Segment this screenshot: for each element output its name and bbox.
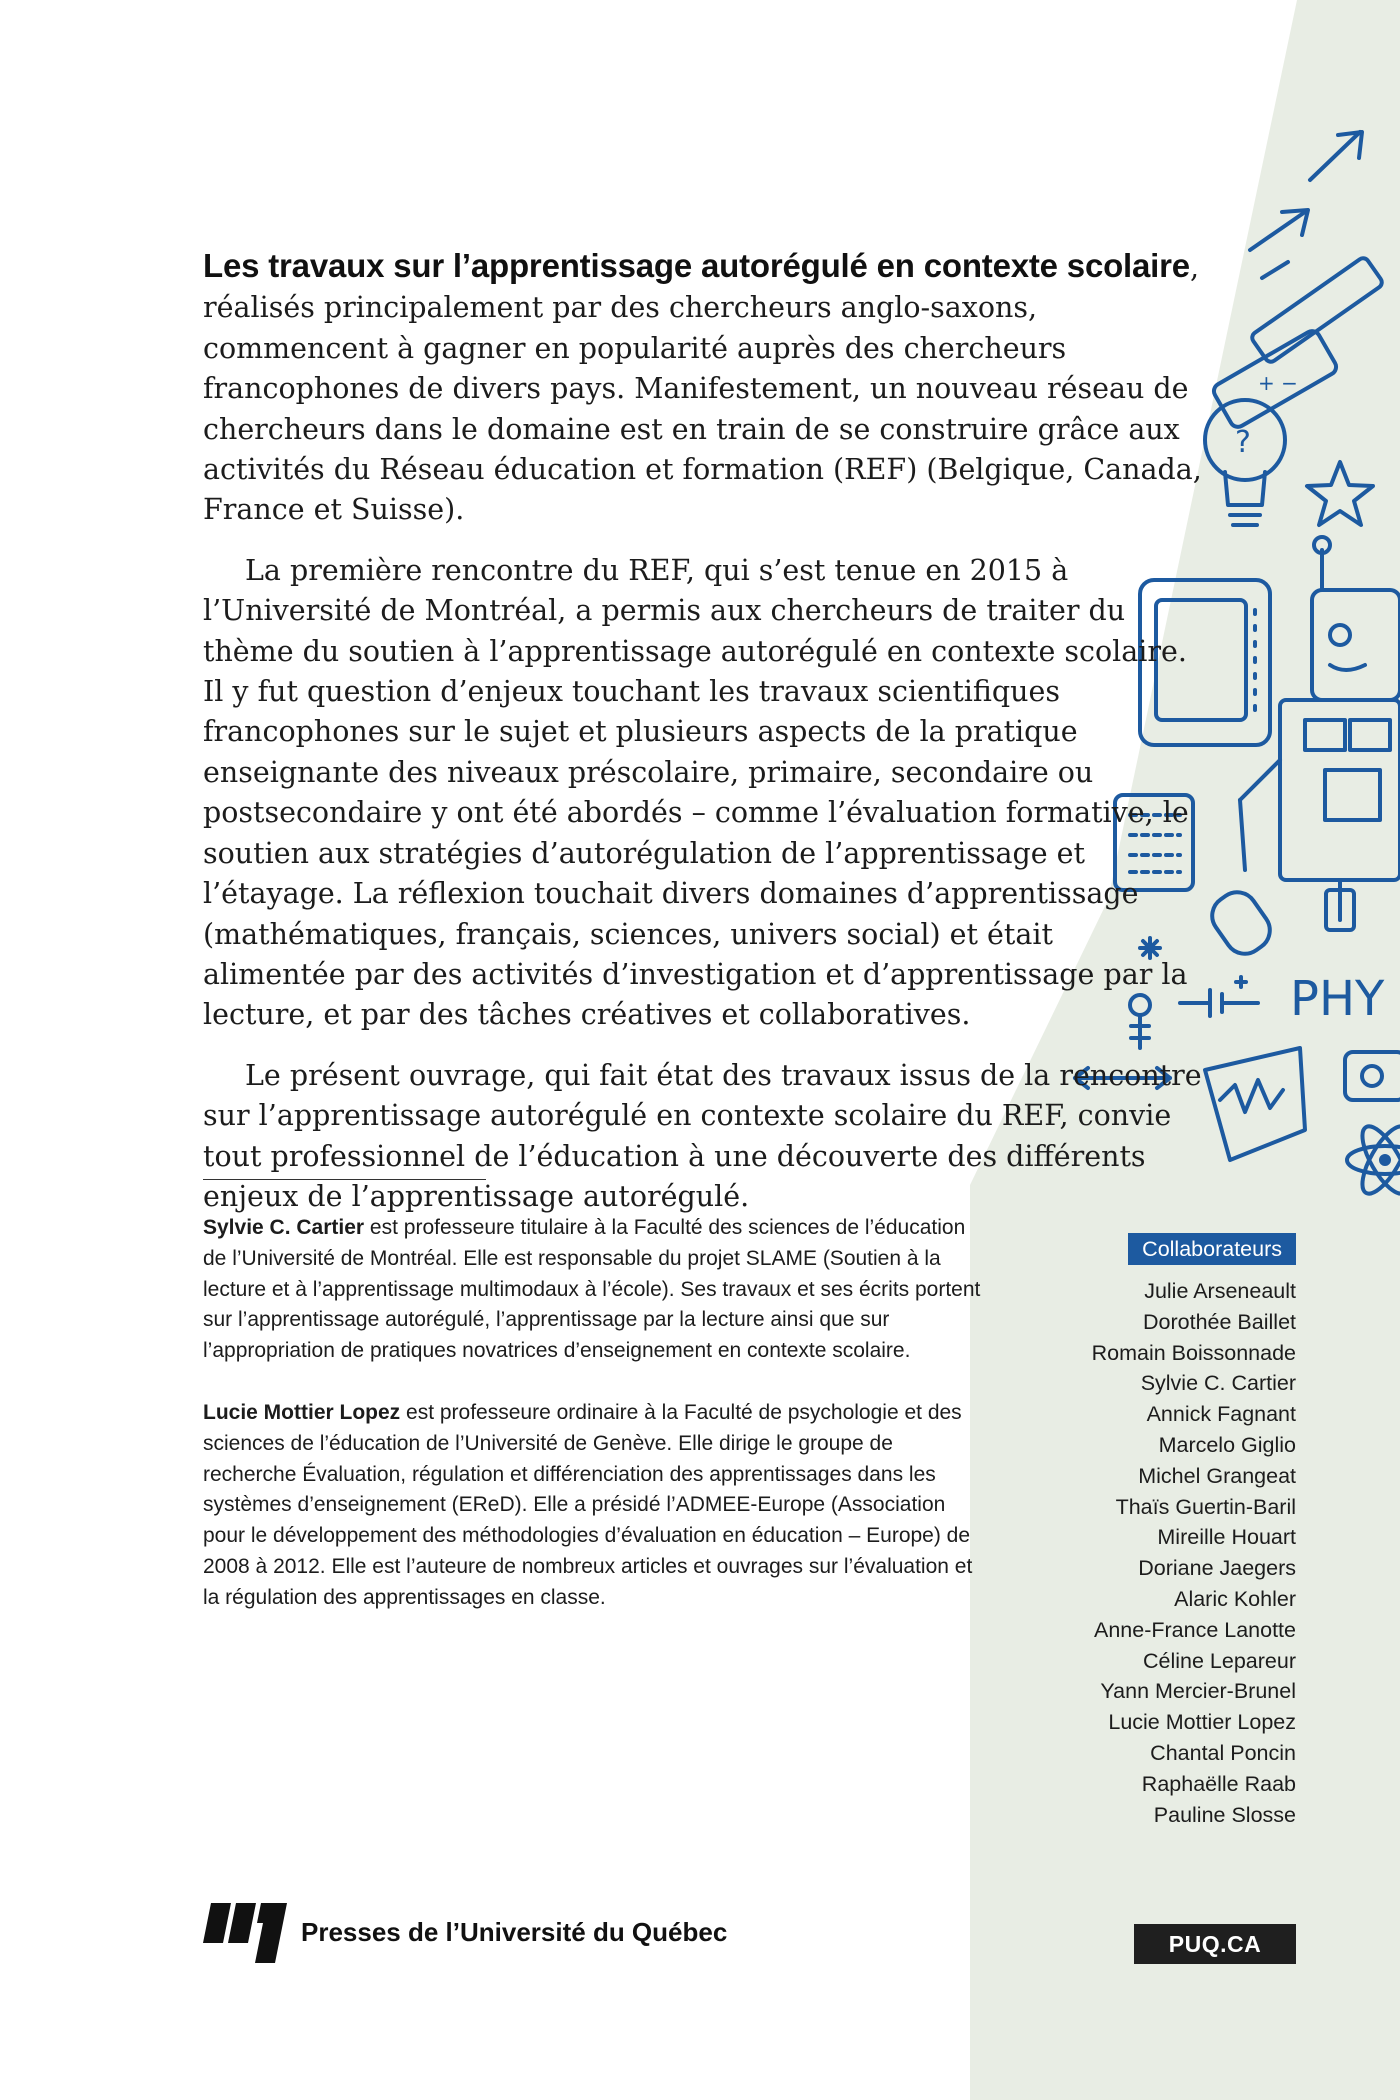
collaborator-name: Thaïs Guertin-Baril xyxy=(1115,1494,1296,1519)
bulb-question-mark: ? xyxy=(1235,425,1251,460)
lead-sentence-bold: Les travaux sur l’apprentissage autorégulé en contexte scolaire xyxy=(203,247,1190,284)
author-bio-mottier-lopez xyxy=(203,1398,983,1614)
collaborator-name: Michel Grangeat xyxy=(1138,1463,1296,1488)
publisher-website-badge: PUQ.CA xyxy=(1134,1924,1296,1964)
publisher-block xyxy=(203,1900,727,1964)
author-bio-text: est professeure ordinaire à la Faculté de psychologie et des sciences de l’éducation de l’Université de Genève. Elle dirige le groupe de recherche Évaluation, régulation et différenciation des apprentissages dans les systèmes d’enseignement (EReD). Elle a présidé l’ADMEE-Europe (Association pour le développement des méthodologies d’évaluation en éducation – Europe) de 2008 à 2012. Elle est l’auteure de nombreux articles et ouvrages sur l’évaluation et la régulation des apprentissages en classe. xyxy=(203,1401,973,1609)
collaborator-name: Pauline Slosse xyxy=(1153,1802,1296,1827)
author-name: Lucie Mottier Lopez xyxy=(203,1401,401,1424)
section-divider xyxy=(203,1179,486,1180)
collaborators-heading: Collaborateurs xyxy=(1128,1233,1296,1265)
collaborator-name: Annick Fagnant xyxy=(1146,1402,1296,1427)
collaborator-name: Raphaëlle Raab xyxy=(1141,1771,1296,1796)
collaborator-name: Julie Arseneault xyxy=(1144,1279,1296,1303)
collaborator-name: Céline Lepareur xyxy=(1143,1648,1296,1673)
author-bio-cartier xyxy=(203,1213,983,1367)
collaborator-name: Sylvie C. Cartier xyxy=(1140,1371,1296,1396)
collaborator-name: Doriane Jaegers xyxy=(1138,1556,1296,1581)
physics-text-doodle: PHY xyxy=(1290,971,1385,1027)
battery-label: + − xyxy=(1258,371,1298,395)
collaborator-name: Chantal Poncin xyxy=(1150,1740,1296,1765)
collaborator-name: Mireille Houart xyxy=(1157,1525,1296,1550)
summary-paragraph-1 xyxy=(203,246,1203,531)
summary-paragraph-3: Le présent ouvrage, qui fait état des travaux issus de la rencontre sur l’apprentissage autorégulé en contexte scolaire du REF, convie tout professionnel de l’éducation à une découverte des différents enjeux de l’apprentissage autorégulé. xyxy=(203,1058,1202,1213)
lead-sentence-rest: , réalisés principalement par des chercheurs anglo-saxons, commencent à gagner en popularité auprès des chercheurs francophones de divers pays. Manifestement, un nouveau réseau de chercheurs dans le domaine est en train de se construire grâce aux activités du Réseau éducation et formation (REF) (Belgique, Canada, France et Suisse). xyxy=(203,251,1202,527)
collaborator-name: Romain Boissonnade xyxy=(1091,1340,1296,1365)
collaborator-name: Dorothée Baillet xyxy=(1143,1309,1296,1334)
collaborators-list xyxy=(976,1276,1296,1830)
collaborator-name: Yann Mercier-Brunel xyxy=(1100,1679,1296,1704)
publisher-name: Presses de l’Université du Québec xyxy=(301,1916,728,1947)
collaborator-name: Lucie Mottier Lopez xyxy=(1108,1710,1296,1735)
summary-text xyxy=(203,246,1203,1217)
collaborator-name: Marcelo Giglio xyxy=(1158,1432,1296,1457)
summary-paragraph-2: La première rencontre du REF, qui s’est tenue en 2015 à l’Université de Montréal, a permis aux chercheurs de traiter du thème du soutien à l’apprentissage autorégulé en contexte scolaire. Il y fut question d’enjeux touchant les travaux scientifiques francophones sur le sujet et plusieurs aspects de la pratique enseignante des niveaux préscolaire, primaire, secondaire ou postsecondaire y ont été abordés – comme l’évaluation formative, le soutien aux stratégies d’autorégulation de l’apprentissage et l’étayage. La réflexion touchait divers domaines d’apprentissage (mathématiques, français, sciences, univers social) et était alimentée par des activités d’investigation et d’apprentissage par la lecture, et par des tâches créatives et collaboratives. xyxy=(203,553,1189,1032)
puq-logo-icon xyxy=(203,1901,289,1963)
author-name: Sylvie C. Cartier xyxy=(203,1216,365,1239)
author-bio-text: est professeure titulaire à la Faculté des sciences de l’éducation de l’Université de Montréal. Elle est responsable du projet SLAME (Soutien à la lecture et à l’apprentissage multimodaux à l’école). Ses travaux et ses écrits portent sur l’apprentissage autorégulé, l’apprentissage par la lecture ainsi que sur l’appropriation de pratiques novatrices d’enseignement en contexte scolaire. xyxy=(203,1216,981,1363)
collaborator-name: Anne-France Lanotte xyxy=(1094,1617,1296,1642)
collaborator-name: Alaric Kohler xyxy=(1174,1586,1296,1611)
